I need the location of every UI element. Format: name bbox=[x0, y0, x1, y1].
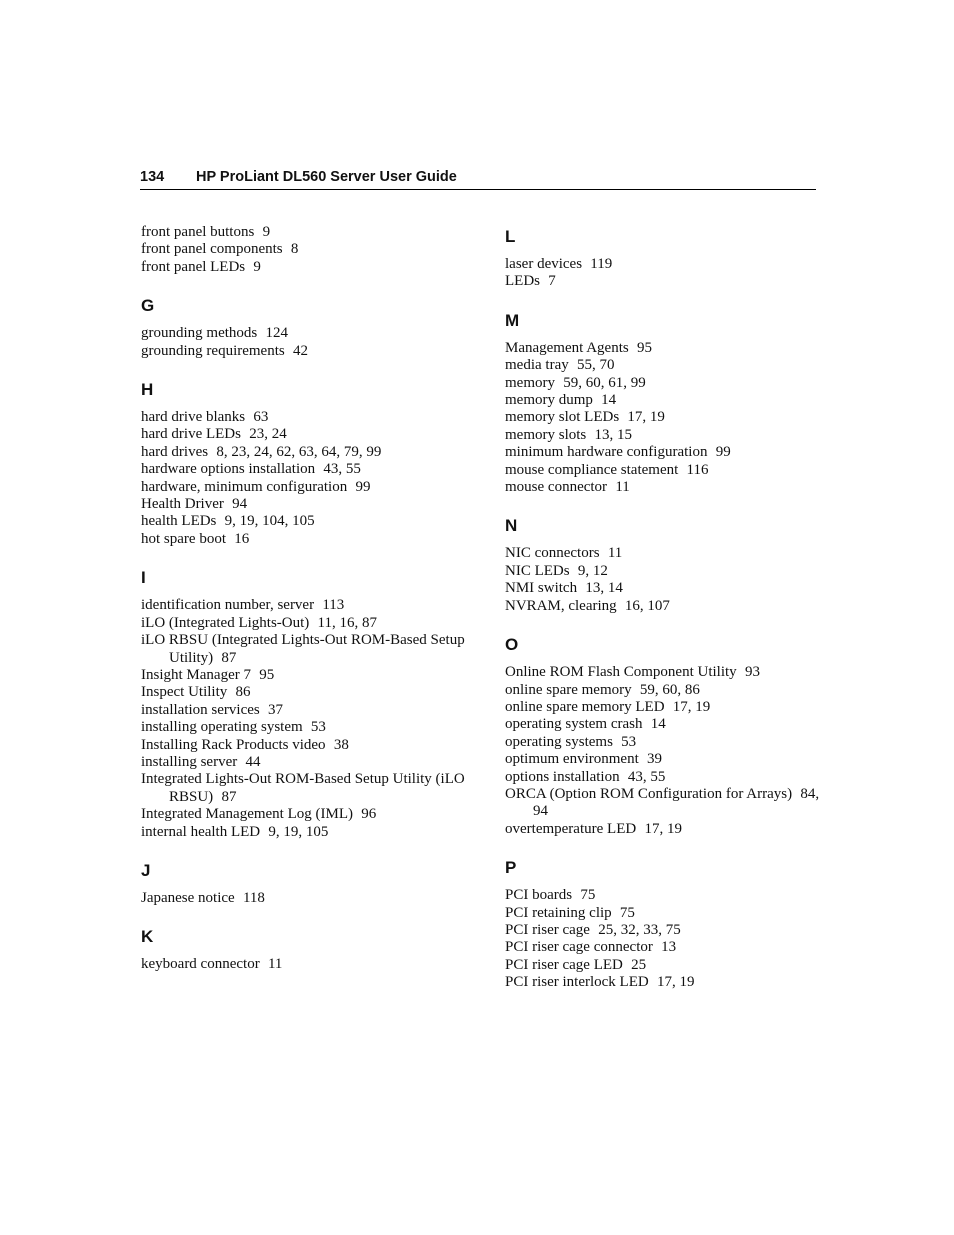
index-entry-term: Online ROM Flash Component Utility bbox=[505, 664, 737, 681]
index-group-n bbox=[505, 545, 825, 615]
index-letter-heading: N bbox=[505, 516, 518, 536]
index-entry-term: operating systems bbox=[505, 733, 613, 750]
index-entry-term: memory bbox=[505, 374, 555, 391]
index-entry-term: grounding requirements bbox=[141, 342, 285, 359]
index-entry-term: minimum hardware configuration bbox=[505, 444, 708, 461]
index-entry-term: iLO (Integrated Lights-Out) bbox=[141, 614, 310, 631]
index-entry bbox=[141, 632, 481, 667]
index-entry-pages: 55, 70 bbox=[576, 357, 615, 374]
index-entry-term: hot spare boot bbox=[141, 530, 226, 547]
index-entry bbox=[505, 357, 825, 374]
index-entry bbox=[141, 513, 481, 530]
index-entry-term: PCI boards bbox=[505, 887, 573, 904]
index-entry bbox=[141, 737, 481, 754]
index-entry bbox=[141, 597, 481, 614]
index-entry bbox=[505, 716, 825, 733]
index-entry bbox=[505, 479, 825, 496]
index-entry-term: installation services bbox=[141, 701, 260, 718]
index-entry bbox=[141, 956, 481, 973]
index-entry-pages: 13 bbox=[661, 939, 677, 956]
index-column-right bbox=[505, 224, 825, 992]
index-entry-term: PCI riser cage connector bbox=[505, 939, 653, 956]
index-entry-pages: 42 bbox=[292, 342, 308, 359]
index-entry-pages: 43, 55 bbox=[627, 768, 666, 785]
index-entry-pages: 23, 24 bbox=[249, 426, 287, 443]
index-entry-term: Integrated Lights-Out ROM-Based Setup Utility (iLO RBSU) bbox=[141, 771, 465, 805]
index-entry-pages: 124 bbox=[265, 325, 288, 342]
index-entry-term: Inspect Utility bbox=[141, 684, 228, 701]
index-entry bbox=[141, 719, 481, 736]
index-group-h bbox=[141, 409, 481, 548]
index-entry-pages: 7 bbox=[548, 273, 556, 290]
index-column-left bbox=[141, 224, 481, 974]
index-letter-heading: H bbox=[141, 380, 154, 400]
index-entry-pages: 116 bbox=[686, 461, 709, 478]
index-letter-heading: J bbox=[141, 860, 151, 880]
index-letter-heading: K bbox=[141, 927, 154, 947]
index-entry bbox=[505, 563, 825, 580]
index-entry-pages: 37 bbox=[267, 701, 283, 718]
index-entry-pages: 44 bbox=[245, 753, 261, 770]
index-entry-pages: 84, 94 bbox=[533, 785, 820, 820]
index-entry-term: NIC connectors bbox=[505, 545, 600, 562]
index-entry-term: front panel components bbox=[141, 241, 283, 258]
index-entry bbox=[505, 545, 825, 562]
index-entry-pages: 11 bbox=[615, 479, 630, 496]
index-entry bbox=[141, 496, 481, 513]
index-entry bbox=[505, 256, 825, 273]
index-entry bbox=[505, 922, 825, 939]
index-group-m bbox=[505, 340, 825, 497]
index-entry bbox=[141, 343, 481, 360]
index-entry-pages: 119 bbox=[590, 256, 613, 272]
index-entry-term: mouse compliance statement bbox=[505, 461, 679, 478]
index-letter-heading: G bbox=[141, 296, 155, 316]
index-entry-pages: 118 bbox=[242, 889, 265, 906]
index-entry-pages: 87 bbox=[221, 788, 237, 805]
index-entry-pages: 99 bbox=[715, 444, 731, 461]
index-entry-pages: 93 bbox=[744, 664, 760, 681]
index-entry-term: Japanese notice bbox=[141, 889, 235, 906]
index-entry-pages: 75 bbox=[580, 887, 596, 904]
index-entry-pages: 17, 19 bbox=[656, 974, 695, 991]
index-entry-pages: 39 bbox=[646, 751, 662, 768]
index-entry-pages: 16 bbox=[234, 530, 250, 547]
index-entry-term: keyboard connector bbox=[141, 956, 260, 973]
page-title: HP ProLiant DL560 Server User Guide bbox=[196, 169, 457, 185]
index-entry-term: hard drive blanks bbox=[141, 409, 246, 426]
index-entry bbox=[505, 734, 825, 751]
index-entry-pages: 8 bbox=[290, 241, 299, 258]
index-entry-term: NVRAM, clearing bbox=[505, 597, 617, 614]
index-entry-term: memory slot LEDs bbox=[505, 409, 620, 426]
index-group-i bbox=[141, 597, 481, 841]
index-entry-pages: 25, 32, 33, 75 bbox=[598, 921, 681, 938]
index-entry-pages: 11 bbox=[607, 545, 623, 562]
index-entry bbox=[141, 409, 481, 426]
index-entry-pages: 17, 19 bbox=[627, 409, 665, 426]
index-entry bbox=[505, 392, 825, 409]
index-entry bbox=[141, 325, 481, 342]
index-entry-term: PCI riser interlock LED bbox=[505, 974, 649, 991]
index-entry bbox=[505, 409, 825, 426]
index-entry-term: installing server bbox=[141, 753, 238, 770]
index-entry bbox=[505, 340, 825, 357]
index-entry bbox=[141, 684, 481, 701]
index-entry-term: installing operating system bbox=[141, 719, 303, 736]
index-entry-pages: 13, 14 bbox=[585, 580, 623, 597]
index-entry-pages: 14 bbox=[601, 392, 617, 409]
index-entry-pages: 87 bbox=[221, 649, 237, 666]
index-entry-pages: 53 bbox=[310, 719, 326, 736]
index-entry-pages: 95 bbox=[636, 339, 652, 356]
index-group-l bbox=[505, 256, 825, 291]
index-entry bbox=[505, 273, 825, 290]
index-entry-pages: 16, 107 bbox=[624, 597, 670, 614]
index-entry-pages: 113 bbox=[322, 597, 345, 614]
index-group-o bbox=[505, 664, 825, 838]
index-entry-term: LEDs bbox=[505, 273, 540, 290]
index-entry-term: front panel LEDs bbox=[141, 258, 246, 275]
index-entry-pages: 13, 15 bbox=[594, 426, 632, 443]
index-entry-pages: 25 bbox=[631, 956, 647, 973]
index-entry-pages: 96 bbox=[361, 806, 377, 823]
index-entry-term: NMI switch bbox=[505, 580, 578, 597]
index-entry bbox=[141, 479, 481, 496]
index-entry-term: online spare memory LED bbox=[505, 698, 665, 715]
index-entry-pages: 38 bbox=[333, 736, 349, 753]
index-letter-heading: P bbox=[505, 858, 517, 878]
index-letter-heading: O bbox=[505, 635, 519, 655]
index-entry bbox=[505, 682, 825, 699]
index-entry bbox=[505, 769, 825, 786]
index-entry-term: media tray bbox=[505, 357, 569, 374]
index-entry-term: Health Driver bbox=[141, 496, 224, 513]
index-entry-term: NIC LEDs bbox=[505, 562, 570, 579]
index-entry bbox=[505, 905, 825, 922]
index-entry-term: health LEDs bbox=[141, 513, 217, 530]
index-entry bbox=[505, 786, 825, 821]
index-entry-term: internal health LED bbox=[141, 823, 261, 840]
index-entry-term: PCI riser cage bbox=[505, 921, 590, 938]
index-entry-term: online spare memory bbox=[505, 681, 632, 698]
index-entry bbox=[141, 754, 481, 771]
index-entry-pages: 63 bbox=[253, 409, 269, 426]
index-entry-pages: 59, 60, 86 bbox=[639, 681, 700, 698]
index-letter-heading: L bbox=[505, 227, 516, 246]
index-entry bbox=[141, 259, 481, 276]
index-entry bbox=[505, 699, 825, 716]
index-entry bbox=[505, 974, 825, 991]
index-entry bbox=[505, 887, 825, 904]
index-entry-pages: 86 bbox=[235, 684, 251, 701]
index-group-g bbox=[141, 325, 481, 360]
index-entry bbox=[505, 957, 825, 974]
index-entry bbox=[505, 375, 825, 392]
index-entry-term: overtemperature LED bbox=[505, 820, 637, 837]
index-entry bbox=[141, 531, 481, 548]
index-letter-heading: M bbox=[505, 310, 520, 330]
index-entry bbox=[141, 702, 481, 719]
index-entry-term: Installing Rack Products video bbox=[141, 736, 326, 753]
index-entry bbox=[141, 824, 481, 841]
index-entry bbox=[141, 771, 481, 806]
index-entry bbox=[505, 444, 825, 461]
index-entry-pages: 14 bbox=[650, 716, 666, 733]
index-entry bbox=[141, 615, 481, 632]
index-entry-term: Management Agents bbox=[505, 339, 629, 356]
index-entry-pages: 11 bbox=[267, 956, 283, 973]
index-entry-pages: 9 bbox=[253, 258, 261, 275]
index-entry-pages: 11, 16, 87 bbox=[317, 614, 377, 631]
index-entry-term: ORCA (Option ROM Configuration for Arrays) bbox=[505, 785, 793, 802]
index-entry bbox=[505, 751, 825, 768]
index-entry-pages: 8, 23, 24, 62, 63, 64, 79, 99 bbox=[216, 443, 382, 460]
index-entry bbox=[141, 224, 481, 241]
index-group-f bbox=[141, 224, 481, 276]
index-entry bbox=[141, 426, 481, 443]
index-letter-heading: I bbox=[141, 568, 146, 588]
index-entry-term: hard drives bbox=[141, 443, 209, 460]
index-entry-pages: 9, 19, 105 bbox=[268, 823, 329, 840]
index-entry bbox=[141, 890, 481, 907]
index-entry bbox=[141, 667, 481, 684]
index-entry-pages: 95 bbox=[259, 666, 275, 683]
page-header bbox=[140, 168, 816, 190]
index-entry bbox=[505, 427, 825, 444]
index-entry-pages: 17, 19 bbox=[672, 698, 711, 715]
index-entry-term: hard drive LEDs bbox=[141, 426, 241, 443]
index-entry-term: options installation bbox=[505, 768, 620, 785]
index-entry-term: Integrated Management Log (IML) bbox=[141, 806, 353, 823]
index-entry-pages: 9 bbox=[262, 224, 271, 240]
index-entry bbox=[141, 444, 481, 461]
index-entry bbox=[505, 664, 825, 681]
index-entry-term: laser devices bbox=[505, 256, 583, 272]
index-entry-term: front panel buttons bbox=[141, 224, 255, 240]
index-entry-pages: 59, 60, 61, 99 bbox=[563, 374, 646, 391]
index-entry-pages: 53 bbox=[621, 733, 637, 750]
index-entry-term: iLO RBSU (Integrated Lights-Out ROM-Based Setup Utility) bbox=[141, 632, 465, 666]
index-entry bbox=[505, 462, 825, 479]
index-entry-term: hardware, minimum configuration bbox=[141, 478, 348, 495]
index-entry-term: PCI riser cage LED bbox=[505, 956, 623, 973]
index-entry-term: hardware options installation bbox=[141, 461, 316, 478]
index-entry-term: identification number, server bbox=[141, 597, 315, 614]
index-entry bbox=[141, 461, 481, 478]
index-entry-term: optimum environment bbox=[505, 751, 639, 768]
index-entry-pages: 94 bbox=[232, 496, 248, 513]
index-entry bbox=[141, 806, 481, 823]
index-entry-term: memory dump bbox=[505, 392, 593, 409]
index-entry-pages: 17, 19 bbox=[644, 820, 682, 837]
index-entry-term: PCI retaining clip bbox=[505, 904, 612, 921]
index-entry-term: grounding methods bbox=[141, 325, 258, 342]
index-entry-pages: 9, 19, 104, 105 bbox=[224, 513, 315, 530]
index-entry bbox=[505, 598, 825, 615]
index-entry-pages: 75 bbox=[619, 904, 635, 921]
index-group-k bbox=[141, 956, 481, 973]
index-entry bbox=[141, 241, 481, 258]
page-number: 134 bbox=[140, 169, 165, 185]
index-group-p bbox=[505, 887, 825, 991]
index-entry-term: Insight Manager 7 bbox=[141, 666, 251, 683]
index-entry-term: operating system crash bbox=[505, 716, 643, 733]
index-entry bbox=[505, 939, 825, 956]
index-group-j bbox=[141, 890, 481, 907]
index-entry-pages: 9, 12 bbox=[577, 562, 608, 579]
index-entry bbox=[505, 821, 825, 838]
index-entry-pages: 99 bbox=[355, 478, 371, 495]
index-entry-term: mouse connector bbox=[505, 479, 608, 496]
index-entry-term: memory slots bbox=[505, 426, 587, 443]
index-entry-pages: 43, 55 bbox=[323, 461, 361, 478]
index-entry bbox=[505, 580, 825, 597]
